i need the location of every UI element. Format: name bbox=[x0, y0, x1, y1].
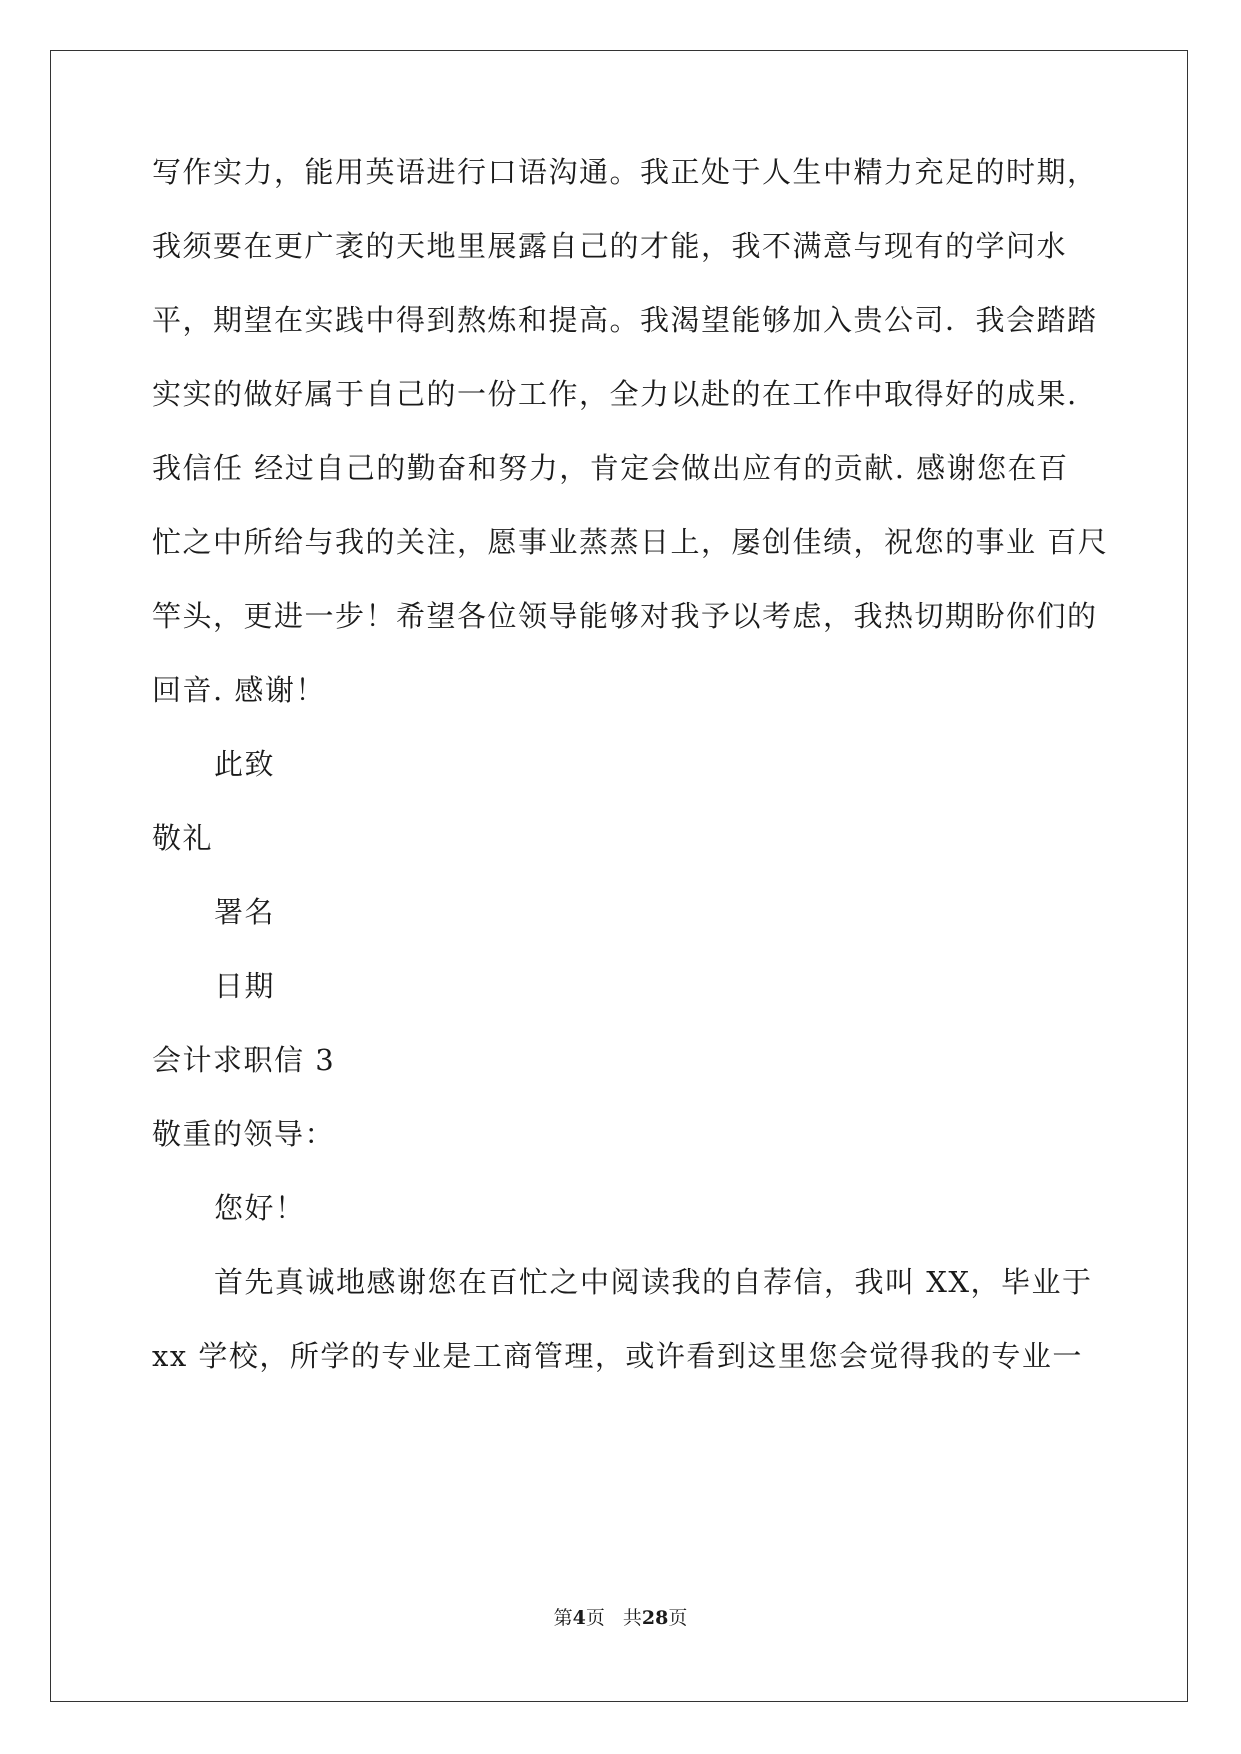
paragraph-line: 平，期望在实践中得到熬炼和提高。我渴望能够加入贵公司．我会踏踏 bbox=[152, 303, 1098, 337]
paragraph-line: 首先真诚地感谢您在百忙之中阅读我的自荐信，我叫 XX，毕业于 bbox=[214, 1265, 1093, 1299]
date-label: 日期 bbox=[214, 969, 276, 1003]
closing-salutation: 此致 bbox=[214, 747, 276, 781]
paragraph-line: 我信任 经过自己的勤奋和努力，肯定会做出应有的贡献. 感谢您在百 bbox=[152, 451, 1069, 485]
paragraph-line: 实实的做好属于自己的一份工作，全力以赴的在工作中取得好的成果. bbox=[152, 377, 1078, 411]
letter-hello: 您好！ bbox=[214, 1191, 306, 1225]
paragraph-line: xx 学校，所学的专业是工商管理，或许看到这里您会觉得我的专业一 bbox=[152, 1339, 1083, 1373]
page-footer bbox=[0, 1605, 1241, 1631]
page-frame bbox=[50, 50, 1188, 1702]
paragraph-line: 我须要在更广袤的天地里展露自己的才能，我不满意与现有的学问水 bbox=[152, 229, 1068, 263]
paragraph-line: 写作实力，能用英语进行口语沟通。我正处于人生中精力充足的时期， bbox=[152, 155, 1098, 189]
footer-total-suffix: 页 bbox=[668, 1607, 688, 1629]
footer-total-prefix: 共 bbox=[622, 1607, 642, 1629]
footer-total-pages: 28 bbox=[641, 1607, 669, 1629]
footer-page-suffix: 页 bbox=[585, 1607, 605, 1629]
signature-label: 署名 bbox=[214, 895, 276, 929]
footer-page-prefix: 第 bbox=[553, 1607, 573, 1629]
section-heading: 会计求职信 3 bbox=[152, 1043, 336, 1077]
paragraph-line: 竿头，更进一步！希望各位领导能够对我予以考虑，我热切期盼你们的 bbox=[152, 599, 1098, 633]
paragraph-line: 回音. 感谢！ bbox=[152, 673, 326, 707]
closing-regards: 敬礼 bbox=[152, 821, 214, 855]
paragraph-line: 忙之中所给与我的关注，愿事业蒸蒸日上，屡创佳绩，祝您的事业 百尺 bbox=[152, 525, 1109, 559]
letter-greeting: 敬重的领导： bbox=[152, 1117, 336, 1151]
footer-page-number: 4 bbox=[572, 1607, 586, 1629]
